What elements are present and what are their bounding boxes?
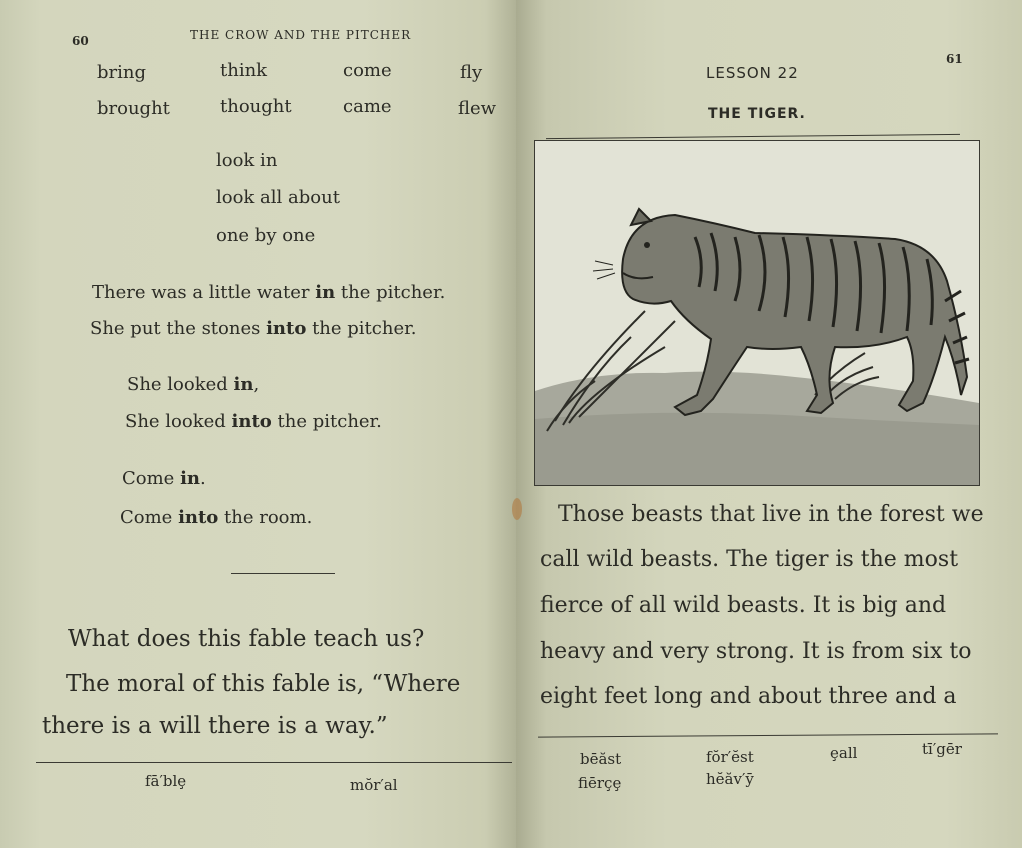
body-line: fierce of all wild beasts. It is big and [540,593,947,618]
glossary-word: bēăst [580,750,622,768]
phrase: look in [216,150,278,171]
page-number: 60 [72,34,89,48]
glossary-word: ȩall [830,744,858,762]
running-head: THE CROW AND THE PITCHER [190,28,412,42]
word: brought [97,98,170,119]
body-line: call wild beasts. The tiger is the most [540,547,959,572]
word: came [343,96,392,117]
word: flew [458,98,497,119]
word: bring [97,62,146,83]
lesson-title: THE TIGER. [708,106,806,122]
body-line: heavy and very strong. It is from six to [540,639,972,664]
glossary-word: fā′blȩ [145,772,187,790]
glossary-word: fiērçȩ [578,774,622,792]
sentence: She put the stones into the pitcher. [90,318,417,339]
body-line: Those beasts that live in the forest we [558,502,984,527]
glossary-word: hĕăv′ȳ [706,770,754,788]
paper-stain [512,498,522,520]
body-line: eight feet long and about three and a [540,684,957,709]
glossary-word: tī′gēr [922,740,962,758]
word: thought [220,96,292,117]
phrase: look all about [216,187,340,208]
footnote-divider [36,762,512,763]
glossary-word: mŏr′al [350,776,398,794]
lesson-heading: LESSON 22 [706,64,799,82]
sentence: There was a little water in the pitcher. [92,282,446,303]
glossary-word: fŏr′ĕst [706,748,754,766]
short-divider [231,573,335,574]
sentence: She looked in, [127,374,260,395]
tiger-illustration [534,140,980,486]
sentence: She looked into the pitcher. [125,411,382,432]
word: fly [460,62,483,83]
phrase: one by one [216,225,316,246]
sentence: Come in. [122,468,206,489]
moral-line: The moral of this fable is, “Where [66,671,461,697]
moral-line: there is a will there is a way.” [42,713,388,739]
question: What does this fable teach us? [68,626,425,652]
word: think [220,60,268,81]
tiger-illustration-icon [535,141,979,485]
sentence: Come into the room. [120,507,313,528]
page-number: 61 [946,52,963,66]
word: come [343,60,392,81]
